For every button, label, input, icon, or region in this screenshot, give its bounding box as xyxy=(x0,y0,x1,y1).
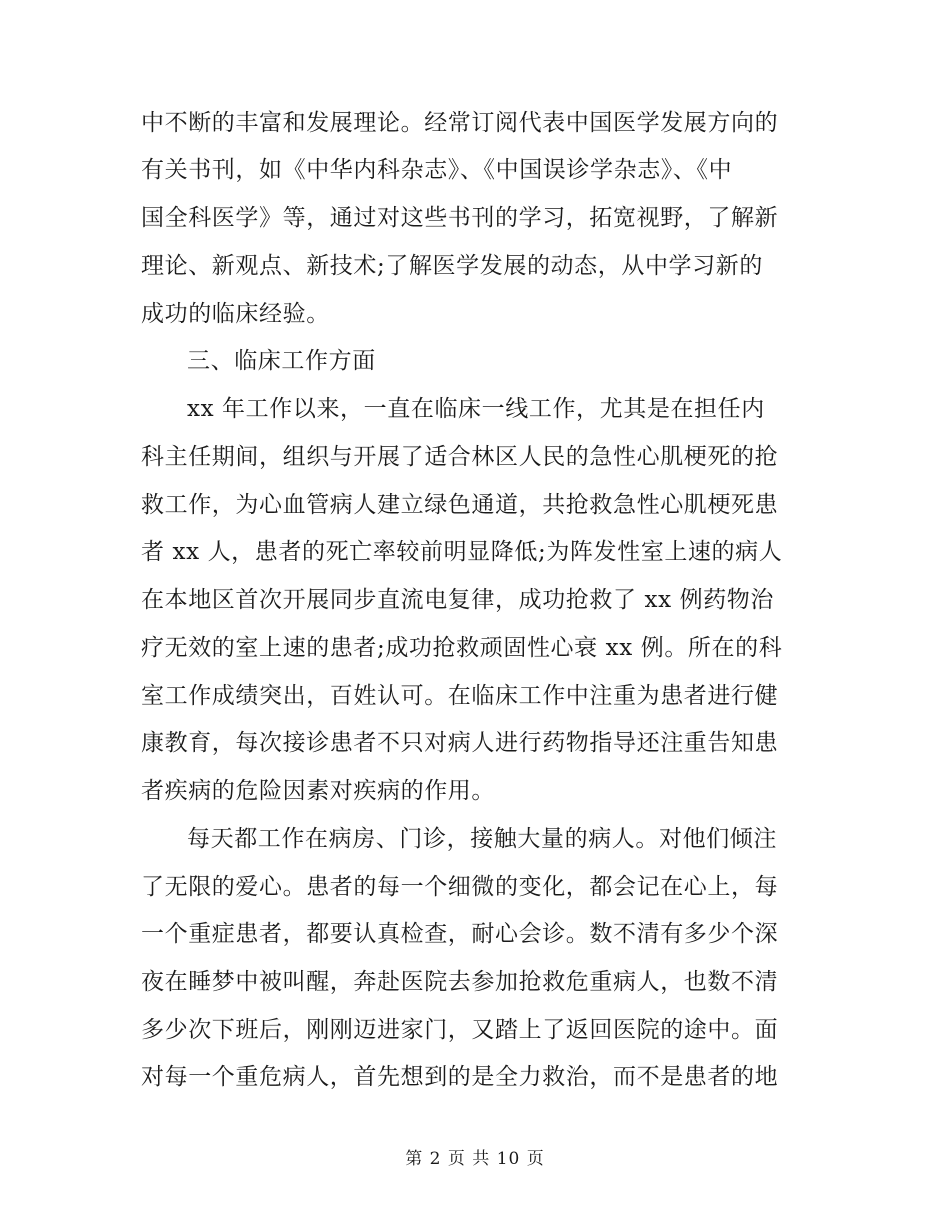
body-line: 每天都工作在病房、门诊，接触大量的病人。对他们倾注 xyxy=(187,826,777,852)
body-line: 国全科医学》等，通过对这些书刊的学习，拓宽视野，了解新 xyxy=(141,205,779,231)
body-line: 了无限的爱心。患者的每一个细微的变化，都会记在心上，每 xyxy=(141,874,779,900)
body-line: 者疾病的危险因素对疾病的作用。 xyxy=(141,778,495,804)
body-line: 夜在睡梦中被叫醒，奔赴医院去参加抢救危重病人，也数不清 xyxy=(141,969,779,995)
body-line: 在本地区首次开展同步直流电复律，成功抢救了 xx 例药物治 xyxy=(141,587,774,613)
body-line: 一个重症患者，都要认真检查，耐心会诊。数不清有多少个深 xyxy=(141,921,779,947)
body-line: 者 xx 人，患者的死亡率较前明显降低;为阵发性室上速的病人 xyxy=(141,539,783,565)
body-line: 中不断的丰富和发展理论。经常订阅代表中国医学发展方向的 xyxy=(141,110,779,136)
body-line: 救工作，为心血管病人建立绿色通道，共抢救急性心肌梗死患 xyxy=(141,492,779,518)
page-footer: 第 2 页 共 10 页 xyxy=(405,1149,545,1169)
body-line: 室工作成绩突出，百姓认可。在临床工作中注重为患者进行健 xyxy=(141,683,779,709)
body-line: 有关书刊，如《中华内科杂志》、《中国误诊学杂志》、《中 xyxy=(141,157,733,183)
body-line: xx 年工作以来，一直在临床一线工作，尤其是在担任内 xyxy=(187,396,765,422)
body-line: 成功的临床经验。 xyxy=(141,301,330,327)
body-line: 康教育，每次接诊患者不只对病人进行药物指导还注重告知患 xyxy=(141,730,779,756)
body-line: 科主任期间，组织与开展了适合林区人民的急性心肌梗死的抢 xyxy=(141,444,779,470)
body-line: 疗无效的室上速的患者;成功抢救顽固性心衰 xx 例。所在的科 xyxy=(141,635,783,661)
section-heading: 三、临床工作方面 xyxy=(187,348,376,374)
body-line: 多少次下班后，刚刚迈进家门，又踏上了返回医院的途中。面 xyxy=(141,1017,779,1043)
body-line: 对每一个重危病人，首先想到的是全力救治，而不是患者的地 xyxy=(141,1064,779,1090)
body-line: 理论、新观点、新技术;了解医学发展的动态，从中学习新的 xyxy=(141,253,763,279)
